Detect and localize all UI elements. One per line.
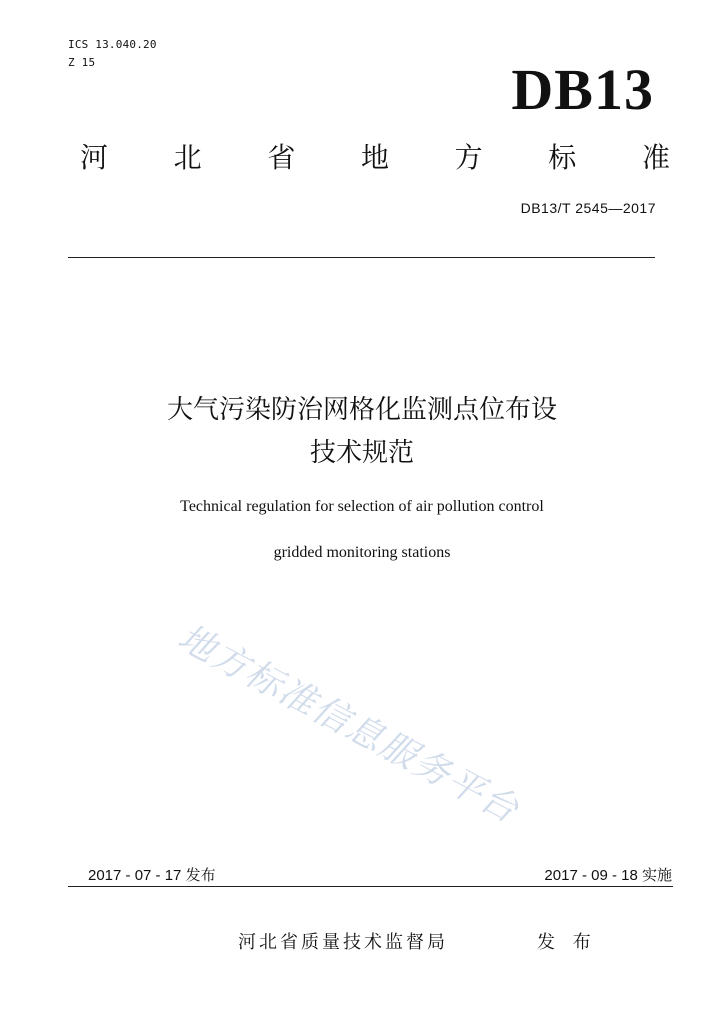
standard-code-logo: DB13 xyxy=(511,57,654,122)
standard-type-char: 标 xyxy=(548,141,577,174)
standard-type-char: 准 xyxy=(641,141,670,174)
standard-type-char: 方 xyxy=(454,141,483,174)
header-divider xyxy=(68,257,655,258)
implementation-date: 2017 - 09 - 18 实施 xyxy=(544,867,672,884)
title-english-line-2: gridded monitoring stations xyxy=(273,544,451,561)
issuing-authority: 河北省质量技术监督局 xyxy=(238,932,448,953)
publish-label: 发 布 xyxy=(537,932,597,953)
title-chinese-line-1: 大气污染防治网格化监测点位布设 xyxy=(166,395,557,425)
classification-code: Z 15 xyxy=(68,56,96,69)
title-chinese-line-2: 技术规范 xyxy=(309,438,414,468)
standard-type-char: 河 xyxy=(80,141,109,174)
standard-type-char: 地 xyxy=(360,141,389,174)
standard-type-heading xyxy=(80,140,670,176)
issue-date: 2017 - 07 - 17 发布 xyxy=(88,867,216,884)
footer-divider xyxy=(68,886,673,887)
title-english-line-1: Technical regulation for selection of air pollution control xyxy=(180,498,544,515)
ics-code: ICS 13.040.20 xyxy=(68,38,157,51)
standard-number: DB13/T 2545—2017 xyxy=(520,200,656,216)
standard-type-char: 北 xyxy=(173,141,202,174)
standard-type-char: 省 xyxy=(267,141,296,174)
watermark-text: 地方标准信息服务平台 xyxy=(171,617,527,832)
